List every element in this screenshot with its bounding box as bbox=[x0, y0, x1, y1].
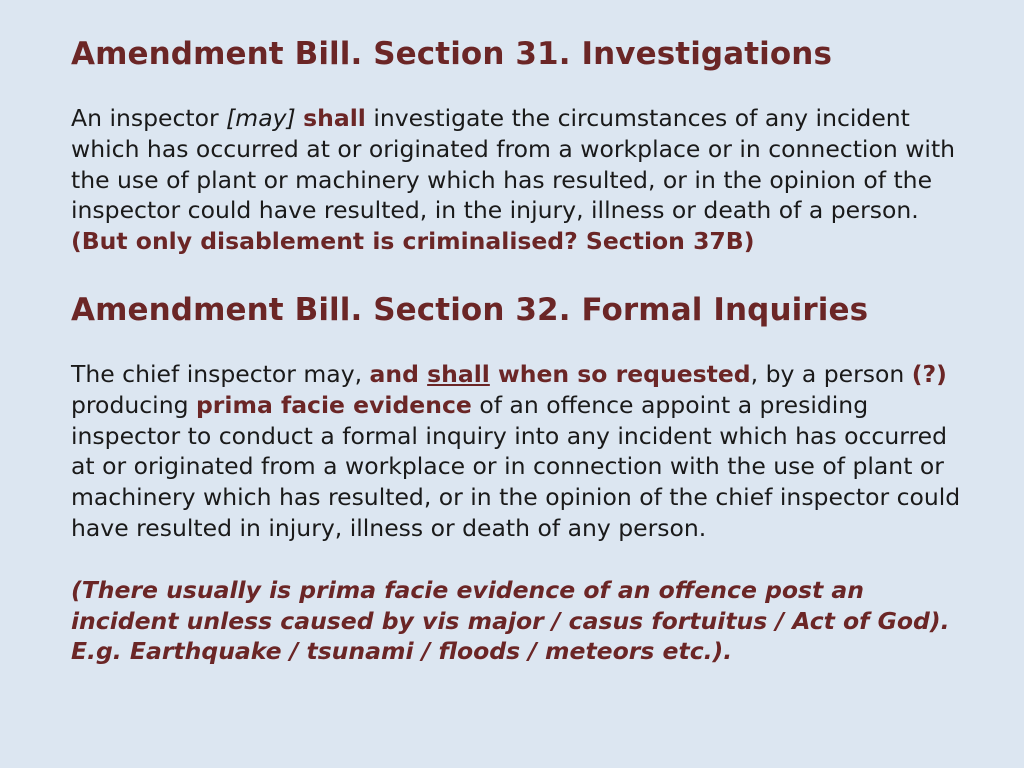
s32-text-1: The chief inspector may, bbox=[71, 359, 370, 388]
s32-text-4: of an offence appoint a presiding inspector to conduct a formal inquiry into any incident which has occurred at or originated from a workplace or in connection with the use of plant or machinery which has resulted, or in the opinion of the chief inspector could have resulted in injury, illness or death of any person. bbox=[71, 390, 961, 542]
s31-may-bracketed: [may] bbox=[226, 104, 296, 132]
section-32-heading: Amendment Bill. Section 32. Formal Inquiries bbox=[71, 291, 869, 328]
s32-and-emphasis: and bbox=[369, 359, 428, 388]
footnote-italic: (There usually is prima facie evidence of an offence post an incident unless caused by vis major / casus fortuitus / Act of God). E.g. Earthquake / tsunami / floods / meteors etc.). bbox=[71, 575, 950, 666]
s31-text-1: An inspector bbox=[71, 104, 227, 132]
section-31-paragraph bbox=[71, 103, 974, 257]
s32-text-3: producing bbox=[71, 390, 196, 419]
section-32-paragraph bbox=[71, 359, 974, 544]
s32-question-emphasis: (?) bbox=[911, 359, 947, 388]
s32-shall-underlined: shall bbox=[427, 359, 490, 388]
section-31-heading: Amendment Bill. Section 31. Investigations bbox=[71, 36, 833, 72]
s31-text-2: investigate the circumstances of any incident which has occurred at or originated from a workplace or in connection with the use of plant or machinery which has resulted, or in the opinion of the inspector could have resulted, in the injury, illness or death of a person. bbox=[71, 104, 956, 225]
s32-prima-facie-emphasis: prima facie evidence bbox=[195, 390, 472, 419]
s31-note-emphasis: (But only disablement is criminalised? Section 37B) bbox=[71, 227, 755, 256]
s32-when-requested-emphasis: when so requested bbox=[489, 359, 751, 388]
s32-text-2: , by a person bbox=[750, 359, 912, 388]
s31-shall-emphasis: shall bbox=[303, 104, 366, 132]
